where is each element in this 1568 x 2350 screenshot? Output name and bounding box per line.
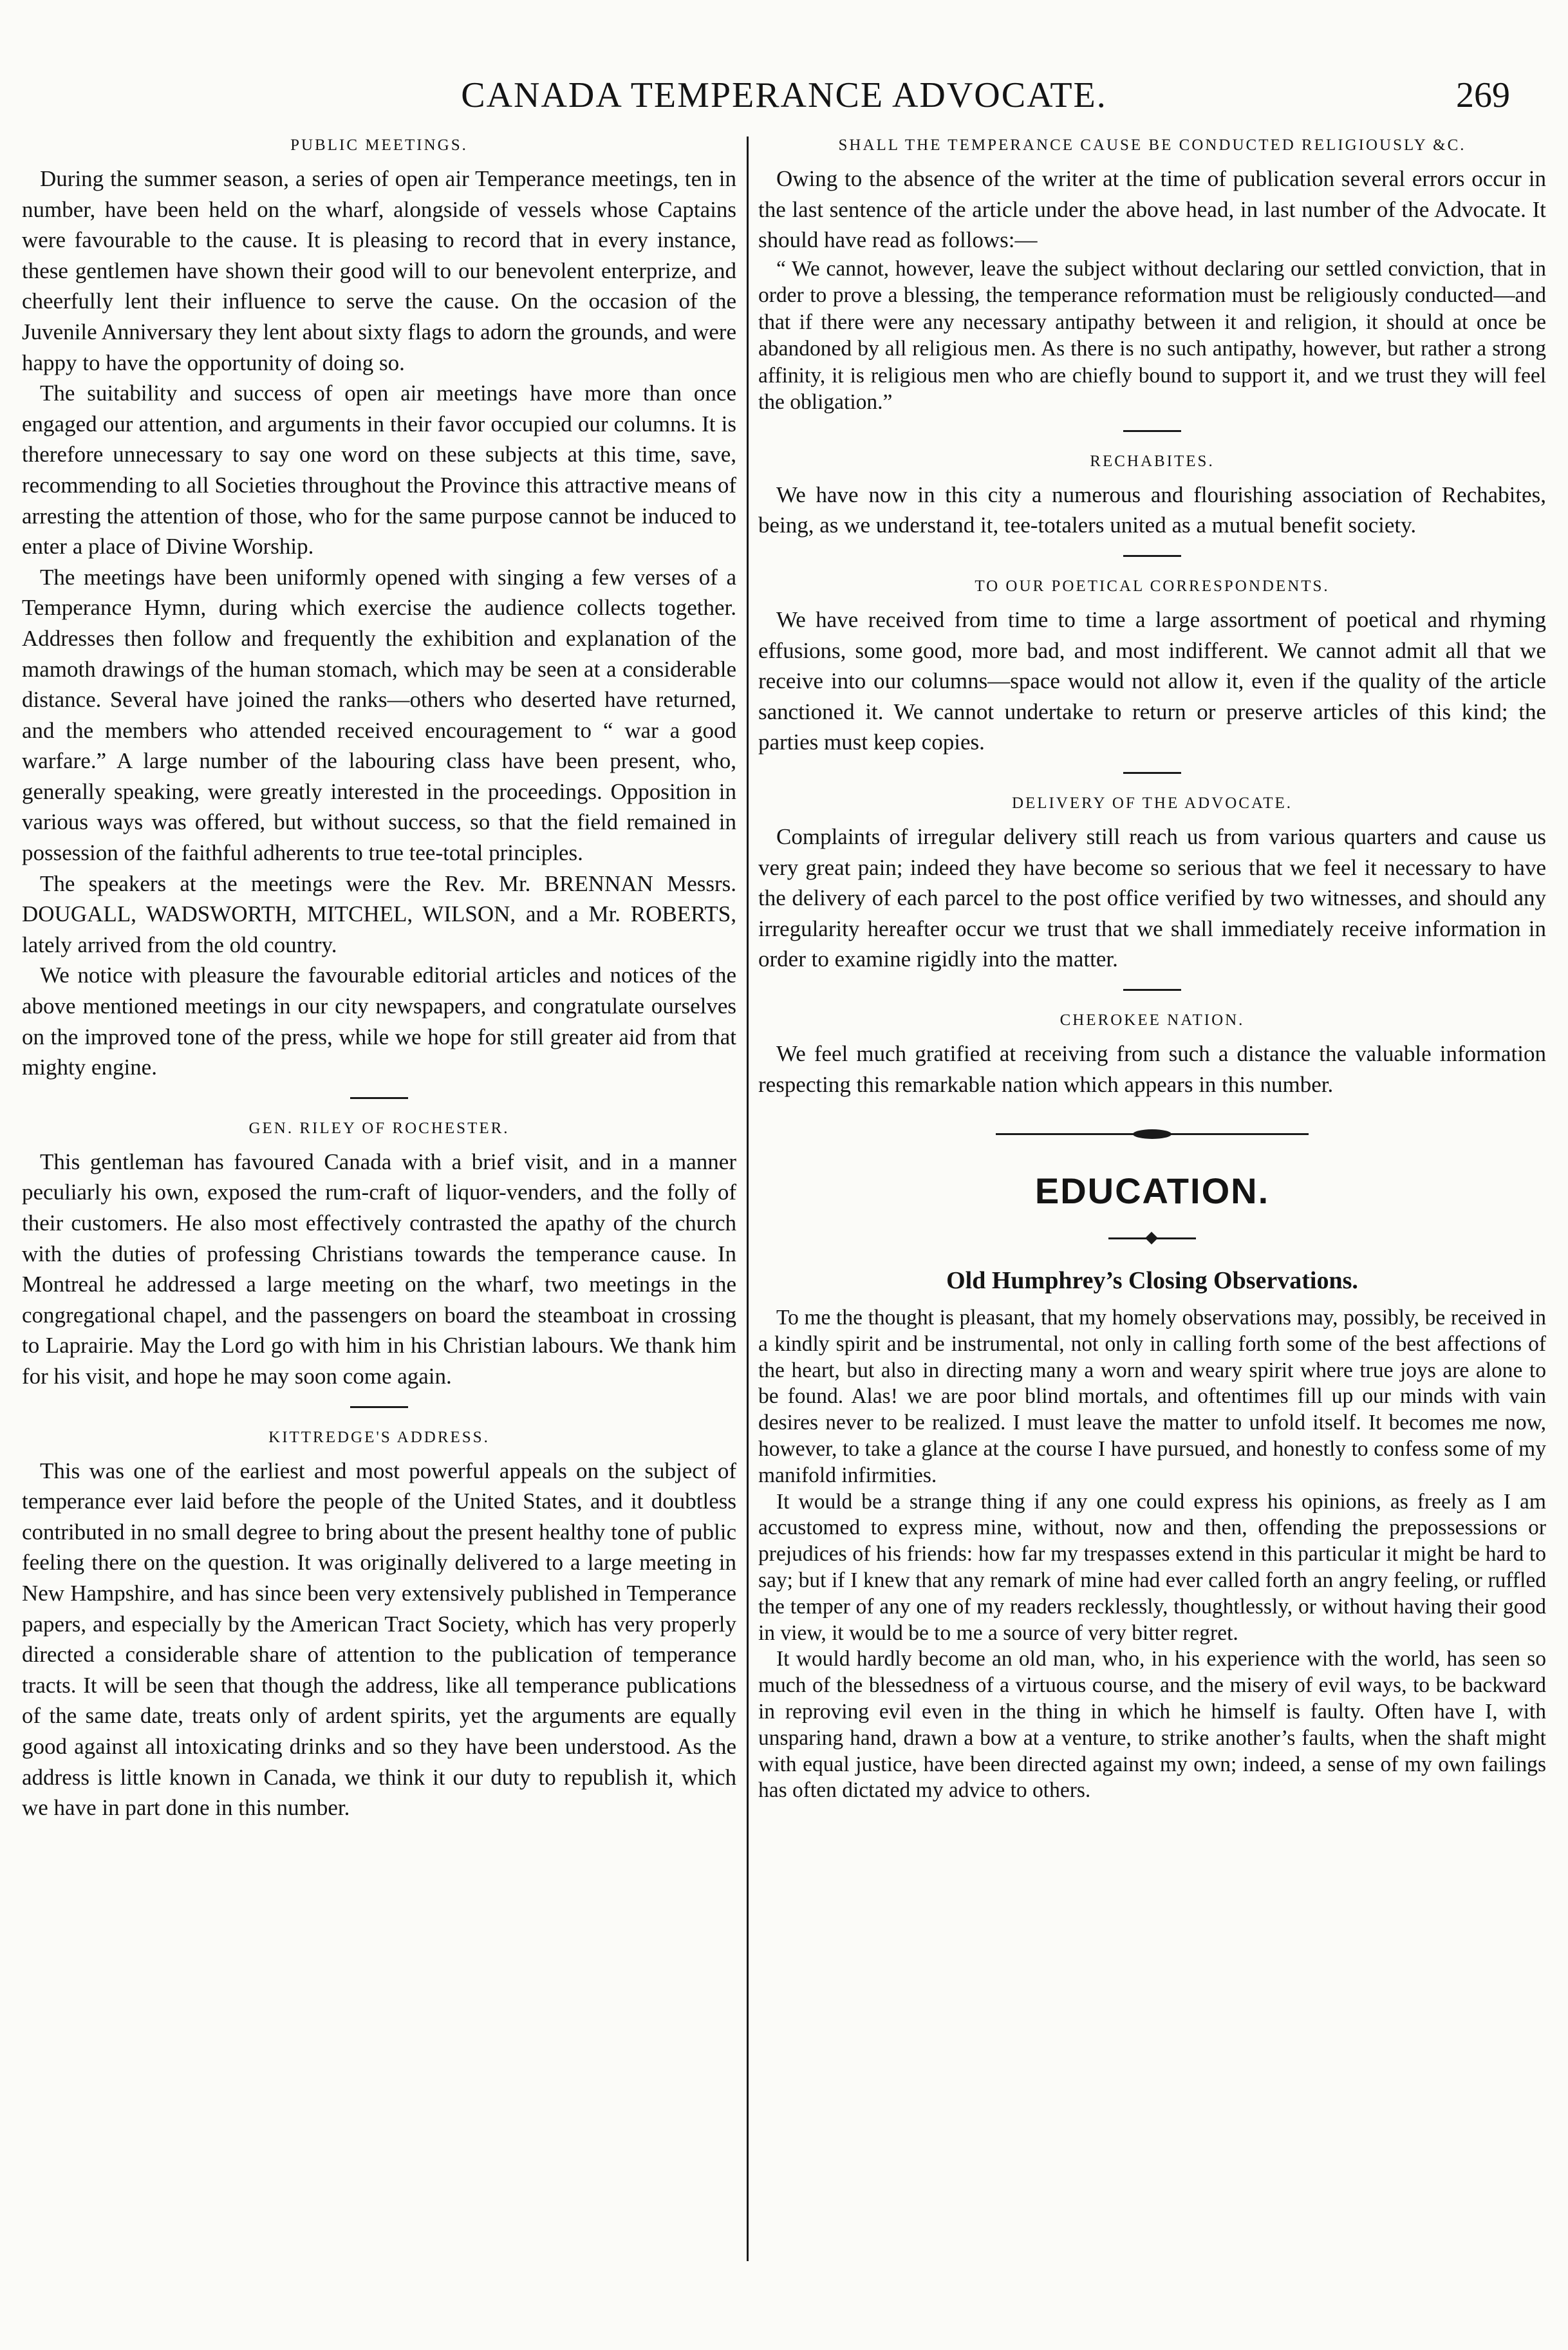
article-delivery	[758, 794, 1546, 975]
section-divider	[350, 1097, 408, 1099]
diamond-rule	[1108, 1237, 1196, 1239]
article-paragraph: This gentleman has favoured Canada with a brief visit, and in a manner peculiarly his own, exposed the rum-craft of liquor-venders, and the folly of their customers. He also most effectively contrasted the apathy of the church with the duties of professing Christians towards the temperance cause. In Montreal he addressed a large meeting on the wharf, two meetings in the congregational chapel, and the passengers on board the steamboat in crossing to Laprairie. May the Lord go with him in his Christian labours. We thank him for his visit, and hope he may soon come again.	[22, 1149, 736, 1389]
section-divider	[350, 1406, 408, 1408]
article-paragraph: This was one of the earliest and most powerful appeals on the subject of temperance ever laid before the people of the United States, and it doubtless contributed in no small degree to bring about the present healthy tone of public feeling there on the question. It was originally delivered to a large meeting in New Hampshire, and has since been very extensively published in Temperance papers, and especially by the American Tract Society, which has very properly directed a considerable share of attention to the publication of temperance tracts. It will be seen that though the address, like all temperance publications of the same date, treats only of ardent spirits, yet the arguments are equally good against all intoxicating drinks and so they have been understood. As the address is little known in Canada, we think it our duty to republish it, which we have in part done in this number.	[22, 1458, 736, 1821]
article-heading: RECHABITES.	[1090, 452, 1215, 470]
article-paragraph: It would hardly become an old man, who, in his experience with the world, has seen so much of the blessedness of a virtuous course, and the misery of evil ways, to be backward in reproving evil even in the thing in which he himself is faulty. Often have I, with unsparing hand, drawn a bow at a venture, to strike another’s faults, when the shaft might with equal justice, have been directed against my own; indeed, a sense of my own failings has often dictated my advice to others.	[758, 1647, 1546, 1803]
article-paragraph: To me the thought is pleasant, that my homely observations may, possibly, be received in a kindly spirit and be instrumental, not only in calling forth some of the best affections of the heart, but also in directing many a worn and weary spirit where true joys are alone to be found. Alas! we are poor blind mortals, and oftentimes fill up our minds with vain desires never to be realized. I must leave the matter to unfold itself. It becomes me now, however, to take a glance at the course I have pursued, and honestly to confess some of my manifold infirmities.	[758, 1306, 1546, 1487]
article-rechabites	[758, 453, 1546, 541]
block-quote: “ We cannot, however, leave the subject without declaring our settled conviction, that in order to prove a blessing, the temperance reformation must be religiously conducted—and that if there were any necessary antipathy between it and religion, it should at once be abandoned by all religious men. As there is no such antipathy, however, but rather a strong affinity, it is religious men who are chiefly bound to support it, and we trust they will feel the obligation.”	[758, 256, 1546, 415]
section-divider	[1123, 555, 1181, 557]
education-section	[758, 1170, 1546, 1804]
article-paragraph: The suitability and success of open air meetings have more than once engaged our attention, and arguments in their favor occupied our columns. It is therefore unnecessary to say one word on these subjects at this time, save, recommending to all Societies throughout the Province this attractive means of arresting the attention of those, who for the same purpose cannot be induced to enter a place of Divine Worship.	[22, 381, 736, 559]
ornamental-rule	[996, 1133, 1309, 1135]
right-column	[758, 136, 1546, 1804]
article-gen-riley	[22, 1120, 736, 1392]
education-subtitle: Old Humphrey’s Closing Observations.	[946, 1267, 1358, 1295]
section-divider	[1123, 430, 1181, 432]
article-heading: SHALL THE TEMPERANCE CAUSE BE CONDUCTED RELIGIOUSLY &C.	[838, 136, 1466, 154]
article-kittredge-address	[22, 1429, 736, 1823]
education-title: EDUCATION.	[1034, 1170, 1270, 1212]
article-paragraph: The speakers at the meetings were the Rev. Mr. BRENNAN Messrs. DOUGALL, WADSWORTH, MITCHEL, WILSON, and a Mr. ROBERTS, lately arrived from the old country.	[22, 870, 736, 957]
column-divider	[747, 136, 749, 2261]
article-temperance-cause	[758, 136, 1546, 416]
article-heading: CHEROKEE NATION.	[1059, 1011, 1245, 1029]
article-paragraph: Complaints of irregular delivery still reach us from various quarters and cause us very great pain; indeed they have become so serious that we feel it necessary to have the delivery of each parcel to the post office verified by two witnesses, and should any irregularity hereafter occur we trust that we shall immediately receive information in order to examine rigidly into the matter.	[758, 823, 1546, 972]
page-number: 269	[1456, 75, 1510, 115]
article-paragraph: We notice with pleasure the favourable editorial articles and notices of the above mentioned meetings in our city newspapers, and congratulate ourselves on the improved tone of the press, while we hope for still greater aid from that mighty engine.	[22, 963, 736, 1080]
left-column	[22, 136, 736, 1823]
section-divider	[1123, 989, 1181, 991]
running-title: CANADA TEMPERANCE ADVOCATE.	[461, 75, 1107, 115]
article-paragraph: It would be a strange thing if any one could express his opinions, as freely as I am accustomed to express mine, without, now and then, offending the prepossessions or prejudices of his friends: how far my trespasses extend in this particular it might be hard to say; but if I knew that any remark of mine had ever called forth an angry feeling, or ruffled the temper of any one of my readers recklessly, thoughtlessly, or without having their good in view, it would be to me a source of very bitter regret.	[758, 1489, 1546, 1645]
article-cherokee-nation	[758, 1011, 1546, 1100]
article-paragraph: The meetings have been uniformly opened with singing a few verses of a Temperance Hymn, during which exercise the audience collects together. Addresses then follow and frequently the exhibition and explanation of the mamoth drawings of the human stomach, which may be seen at a considerable distance. Several have joined the ranks—others who deserted have returned, and the members who attended received encouragement to “ war a good warfare.” A large number of the labouring class have been present, who, generally speaking, were greatly interested in the proceedings. Opposition in various ways was offered, but without success, so that the field remained in possession of the faithful adherents to true tee-total principles.	[22, 564, 736, 866]
article-paragraph: We feel much gratified at receiving from such a distance the valuable information respecting this remarkable nation which appears in this number.	[758, 1040, 1546, 1097]
article-heading: TO OUR POETICAL CORRESPONDENTS.	[975, 577, 1330, 595]
article-paragraph: We have now in this city a numerous and flourishing association of Rechabites, being, as we understand it, tee-totalers united as a mutual benefit society.	[758, 482, 1546, 538]
article-paragraph: We have received from time to time a large assortment of poetical and rhyming effusions, some good, more bad, and most indifferent. We cannot admit all that we receive into our columns—space would not allow it, even if the quality of the article sanctioned it. We cannot undertake to return or preserve articles of this kind; the parties must keep copies.	[758, 606, 1546, 755]
article-heading: DELIVERY OF THE ADVOCATE.	[1011, 794, 1293, 812]
article-public-meetings	[22, 136, 736, 1083]
article-heading: PUBLIC MEETINGS.	[290, 136, 468, 154]
article-paragraph: During the summer season, a series of open air Temperance meetings, ten in number, have been held on the wharf, alongside of vessels whose Captains were favourable to the cause. It is pleasing to record that in every instance, these gentlemen have shown their good will to our benevolent enterprize, and cheerfully lent their influence to serve the cause. On the occasion of the Juvenile Anniversary they lent about sixty flags to adorn the grounds, and were happy to have the opportunity of doing so.	[22, 166, 736, 375]
article-poetical-correspondents	[758, 578, 1546, 758]
article-paragraph: Owing to the absence of the writer at the time of publication several errors occur in the last sentence of the article under the above head, in last number of the Advocate. It should have read as follows:—	[758, 166, 1546, 253]
article-heading: KITTREDGE'S ADDRESS.	[268, 1428, 490, 1446]
section-divider	[1123, 772, 1181, 774]
article-heading: GEN. RILEY OF ROCHESTER.	[248, 1119, 510, 1137]
